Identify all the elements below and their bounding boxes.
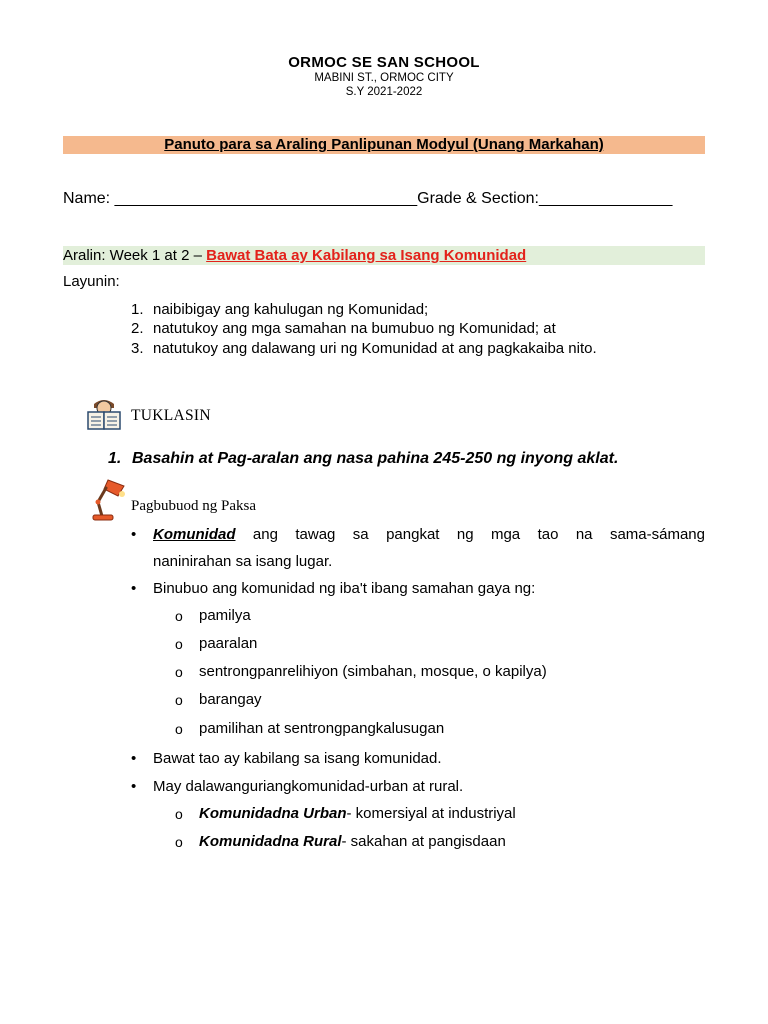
komunidad-definition-continued: naninirahan sa isang lugar. (153, 553, 333, 570)
uri-description: - komersiyal at industriyal (346, 805, 516, 822)
komunidad-term: Komunidad (153, 526, 236, 543)
panuto-title: Panuto para sa Araling Panlipunan Modyul (Unang Markahan) (164, 136, 604, 153)
bullet-marker: • (131, 750, 137, 767)
bullet-marker: • (131, 526, 137, 543)
sub-bullet-marker: o (175, 692, 183, 708)
instruction-item (108, 450, 618, 468)
sub-bullet-marker: o (175, 721, 183, 737)
name-grade-section-line: Name: __________________________________Grade & Section:_______________ (63, 190, 673, 207)
bullet-line (153, 526, 705, 543)
instruction-number: 1. (108, 450, 122, 467)
panuto-title-band (63, 136, 705, 154)
sub-bullet-marker: o (175, 806, 183, 822)
aralin-band (63, 246, 705, 265)
komunidad-definition: ang tawag sa pangkat ng mga tao na sama-sámang (235, 526, 705, 543)
samahan-intro: Binubuo ang komunidad ng iba't ibang samahan gaya ng: (153, 580, 536, 597)
uri-description: - sakahan at pangisdaan (341, 833, 506, 850)
bullet-text: May dalawanguriangkomunidad-urban at rural. (153, 778, 464, 795)
tuklasin-label: TUKLASIN (131, 407, 211, 424)
bullet-marker: • (131, 778, 137, 795)
layunin-item (131, 301, 428, 318)
pagbubuod-label: Pagbubuod ng Paksa (131, 498, 256, 514)
aralin-title: Bawat Bata ay Kabilang sa Isang Komunidad (206, 247, 527, 264)
layunin-number: 3. (131, 340, 144, 357)
samahan-item: sentrongpanrelihiyon (simbahan, mosque, o kapilya) (199, 663, 547, 680)
samahan-item: paaralan (199, 635, 258, 652)
layunin-number: 1. (131, 301, 144, 318)
sub-bullet-marker: o (175, 834, 183, 850)
samahan-item: barangay (199, 691, 262, 708)
uri-term: Komunidadna Urban (199, 805, 347, 822)
sub-bullet-marker: o (175, 608, 183, 624)
layunin-item (131, 320, 556, 337)
uri-item (199, 805, 516, 822)
reading-person-icon (84, 396, 124, 432)
school-address: MABINI ST., ORMOC CITY (314, 72, 454, 84)
layunin-number: 2. (131, 320, 144, 337)
school-year: S.Y 2021-2022 (345, 86, 423, 98)
sub-bullet-marker: o (175, 664, 183, 680)
layunin-text: naibibigay ang kahulugan ng Komunidad; (153, 301, 429, 318)
samahan-item: pamilya (199, 607, 251, 624)
layunin-label: Layunin: (63, 273, 120, 290)
layunin-text: natutukoy ang dalawang uri ng Komunidad at ang pagkakaiba nito. (153, 340, 597, 357)
uri-term: Komunidadna Rural (199, 833, 342, 850)
layunin-text: natutukoy ang mga samahan na bumubuo ng Komunidad; at (153, 320, 556, 337)
aralin-prefix: Aralin: Week 1 at 2 – (63, 247, 207, 264)
desk-lamp-icon (90, 476, 132, 522)
school-name: ORMOC SE SAN SCHOOL (288, 54, 480, 71)
uri-item (199, 833, 506, 850)
bullet-text: Bawat tao ay kabilang sa isang komunidad. (153, 750, 442, 767)
samahan-item: pamilihan at sentrongpangkalusugan (199, 720, 445, 737)
layunin-item (131, 340, 597, 357)
instruction-text: Basahin at Pag-aralan ang nasa pahina 245-250 ng inyong aklat. (132, 450, 619, 467)
sub-bullet-marker: o (175, 636, 183, 652)
bullet-marker: • (131, 580, 137, 597)
